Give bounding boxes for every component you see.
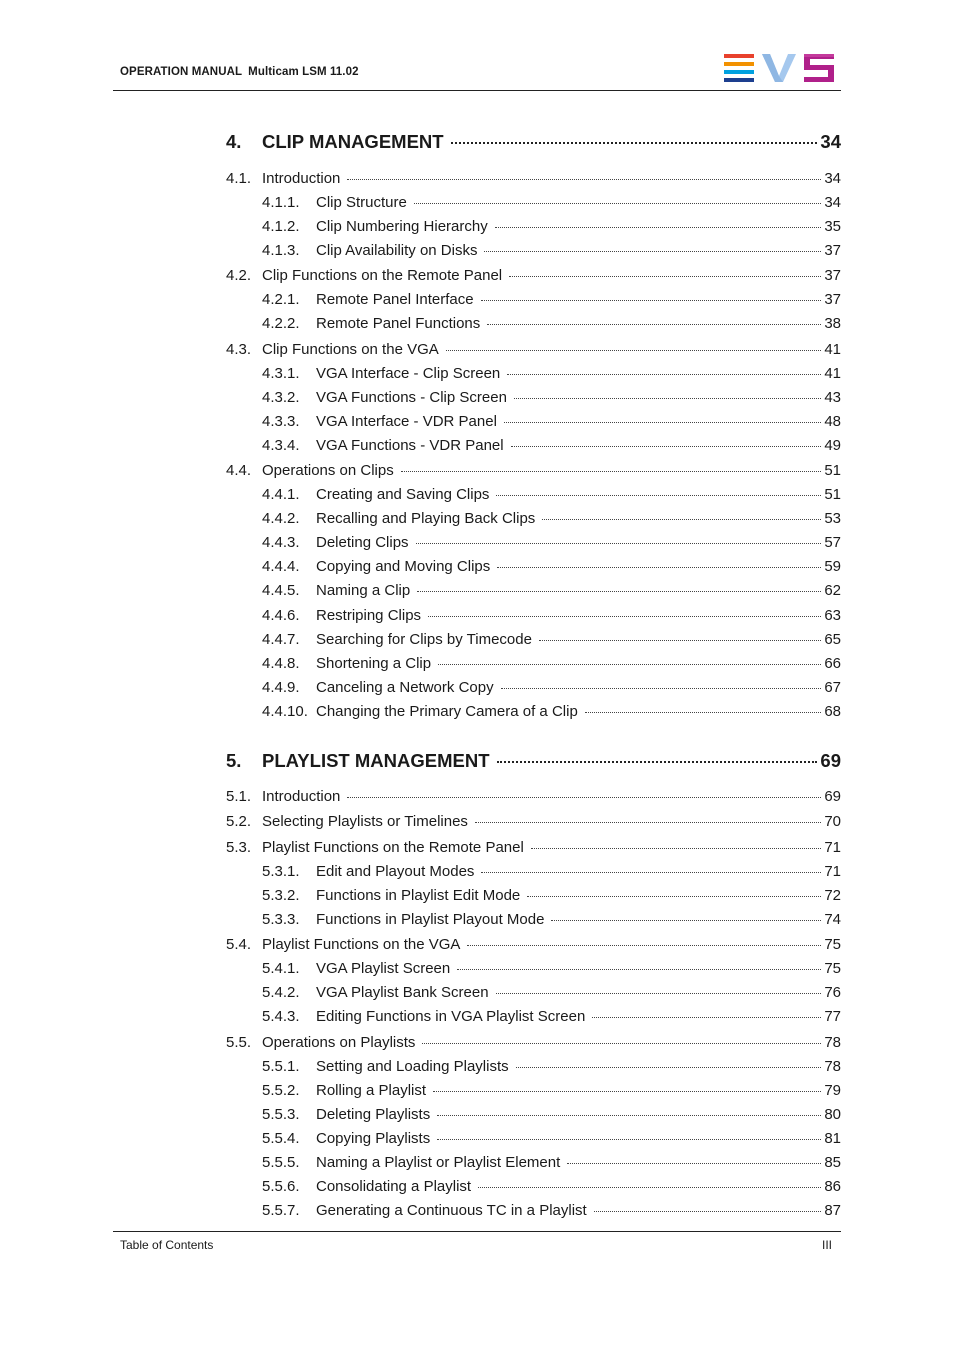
toc-number: 4.3.1. [262,365,300,382]
toc-page: 37 [824,291,841,308]
toc-number: 5.5.1. [262,1058,300,1075]
toc-section[interactable] [226,1034,841,1051]
toc-leader [496,993,822,994]
toc-number: 4.4.6. [262,607,300,624]
toc-leader [592,1017,821,1018]
toc-leader [484,251,821,252]
toc-leader [501,688,822,689]
toc-leader [347,797,821,798]
toc-title: Operations on Playlists [262,1034,416,1051]
toc-title: Introduction [262,170,341,187]
footer-page-number: III [822,1238,833,1252]
toc-number: 4.4. [226,462,252,479]
toc-page: 35 [824,218,841,235]
toc-number: 4.4.2. [262,510,300,527]
toc-section[interactable] [226,462,841,479]
toc-page: 86 [824,1178,841,1195]
toc-section[interactable] [226,267,841,284]
toc-section[interactable] [226,341,841,358]
toc-title: Deleting Playlists [316,1106,431,1123]
toc-number: 4.3.3. [262,413,300,430]
toc-page: 48 [824,413,841,430]
toc-leader [481,300,822,301]
toc-chapter[interactable] [226,131,841,153]
toc-title: Canceling a Network Copy [316,679,494,696]
toc-title: VGA Interface - Clip Screen [316,365,501,382]
toc-number: 5. [226,750,242,771]
toc-title: Clip Structure [316,194,407,211]
toc-page: 79 [824,1082,841,1099]
toc-title: Searching for Clips by Timecode [316,631,532,648]
toc-title: Functions in Playlist Playout Mode [316,911,545,928]
toc-leader [437,1115,821,1116]
toc-subsection[interactable] [262,486,841,503]
toc-page: 69 [820,750,841,771]
running-header [120,66,359,78]
toc-leader [567,1163,821,1164]
toc-section[interactable] [226,813,841,830]
toc-leader [481,872,821,873]
toc-leader [401,471,822,472]
toc-chapter[interactable] [226,750,841,772]
toc-number: 4.4.1. [262,486,300,503]
toc-leader [451,142,818,144]
toc-leader [437,1139,821,1140]
toc-subsection[interactable] [262,510,841,527]
toc-page: 49 [824,437,841,454]
doc-type: OPERATION MANUAL [120,66,243,78]
toc-title: VGA Interface - VDR Panel [316,413,497,430]
toc-page: 76 [824,984,841,1001]
toc-title: Clip Numbering Hierarchy [316,218,488,235]
toc-section[interactable] [226,788,841,805]
toc-leader [438,664,821,665]
toc-subsection[interactable] [262,1178,841,1195]
toc-subsection[interactable] [262,911,841,928]
toc-subsection[interactable] [262,960,841,977]
toc-title: Deleting Clips [316,534,409,551]
toc-leader [487,324,821,325]
toc-title: Setting and Loading Playlists [316,1058,509,1075]
toc-title: Generating a Continuous TC in a Playlist [316,1202,587,1219]
toc-leader [511,446,822,447]
toc-subsection[interactable] [262,315,841,332]
toc-page: 72 [824,887,841,904]
toc-leader [414,203,821,204]
toc-section[interactable] [226,839,841,856]
toc-number: 5.3.3. [262,911,300,928]
toc-subsection[interactable] [262,365,841,382]
toc-subsection[interactable] [262,1058,841,1075]
toc-section[interactable] [226,170,841,187]
toc-number: 5.2. [226,813,252,830]
toc-title: Clip Functions on the Remote Panel [262,267,503,284]
toc-title: Playlist Functions on the VGA [262,936,461,953]
toc-leader [551,920,821,921]
toc-page: 85 [824,1154,841,1171]
toc-page: 78 [824,1058,841,1075]
toc-leader [495,227,822,228]
toc-leader [585,712,822,713]
header-rule [113,90,841,91]
toc-leader [496,495,821,496]
toc-number: 5.3. [226,839,252,856]
toc-number: 5.3.1. [262,863,300,880]
toc-leader [416,543,822,544]
toc-page: 71 [824,863,841,880]
toc-number: 5.1. [226,788,252,805]
toc-leader [457,969,821,970]
toc-number: 4.4.4. [262,558,300,575]
toc-leader [509,276,821,277]
toc-page: 77 [824,1008,841,1025]
toc-number: 4.3.4. [262,437,300,454]
toc-page: 57 [824,534,841,551]
toc-subsection[interactable] [262,1202,841,1219]
toc-number: 5.5. [226,1034,252,1051]
toc-number: 5.4.2. [262,984,300,1001]
toc-number: 4.4.7. [262,631,300,648]
toc-page: 59 [824,558,841,575]
toc-subsection[interactable] [262,679,841,696]
toc-subsection[interactable] [262,631,841,648]
toc-leader [516,1067,822,1068]
toc-title: Editing Functions in VGA Playlist Screen [316,1008,586,1025]
toc-subsection[interactable] [262,558,841,575]
toc-leader [347,179,821,180]
toc-number: 4.4.8. [262,655,300,672]
toc-page: 81 [824,1130,841,1147]
toc-title: Clip Availability on Disks [316,242,478,259]
toc-number: 5.5.6. [262,1178,300,1195]
toc-page: 66 [824,655,841,672]
product-name: Multicam LSM 11.02 [248,66,359,78]
toc-subsection[interactable] [262,703,841,720]
toc-title: Restriping Clips [316,607,422,624]
toc-page: 74 [824,911,841,928]
toc-page: 38 [824,315,841,332]
toc-leader [446,350,822,351]
toc-title: Recalling and Playing Back Clips [316,510,536,527]
footer-section: Table of Contents [120,1238,214,1252]
toc-leader [507,374,821,375]
toc-page: 43 [824,389,841,406]
toc-leader [428,616,821,617]
toc-page: 87 [824,1202,841,1219]
toc-leader [422,1043,821,1044]
toc-page: 37 [824,267,841,284]
toc-subsection[interactable] [262,218,841,235]
toc-subsection[interactable] [262,1008,841,1025]
toc-subsection[interactable] [262,413,841,430]
toc-page: 41 [824,341,841,358]
toc-leader [539,640,821,641]
toc-leader [497,567,821,568]
toc-title: VGA Playlist Screen [316,960,451,977]
toc-number: 5.3.2. [262,887,300,904]
toc-subsection[interactable] [262,534,841,551]
toc-number: 5.5.4. [262,1130,300,1147]
toc-page: 80 [824,1106,841,1123]
toc-number: 4.1. [226,170,252,187]
toc-leader [531,848,822,849]
toc-subsection[interactable] [262,1082,841,1099]
toc-title: Clip Functions on the VGA [262,341,439,358]
toc-number: 5.5.7. [262,1202,300,1219]
toc-leader [475,822,821,823]
toc-page: 63 [824,607,841,624]
toc-leader [514,398,821,399]
toc-subsection[interactable] [262,291,841,308]
toc-title: Operations on Clips [262,462,394,479]
toc-subsection[interactable] [262,984,841,1001]
toc-number: 4.1.1. [262,194,300,211]
toc-number: 4.2. [226,267,252,284]
toc-title: VGA Playlist Bank Screen [316,984,489,1001]
toc-leader [497,761,818,763]
toc-subsection[interactable] [262,607,841,624]
toc-subsection[interactable] [262,655,841,672]
toc-subsection[interactable] [262,1154,841,1171]
toc-title: VGA Functions - Clip Screen [316,389,507,406]
toc-title: CLIP MANAGEMENT [262,131,444,152]
toc-title: Rolling a Playlist [316,1082,427,1099]
toc-title: Playlist Functions on the Remote Panel [262,839,524,856]
toc-page: 51 [824,462,841,479]
toc-title: Copying and Moving Clips [316,558,491,575]
toc-leader [417,591,821,592]
toc-number: 4.2.2. [262,315,300,332]
toc-number: 4.1.2. [262,218,300,235]
toc-leader [504,422,821,423]
toc-number: 5.5.3. [262,1106,300,1123]
toc-page: 71 [824,839,841,856]
toc-page: 53 [824,510,841,527]
toc-page: 68 [824,703,841,720]
toc-page: 67 [824,679,841,696]
toc-number: 5.4.1. [262,960,300,977]
toc-section[interactable] [226,936,841,953]
toc-title: Changing the Primary Camera of a Clip [316,703,578,720]
toc-page: 34 [820,131,841,152]
toc-title: VGA Functions - VDR Panel [316,437,504,454]
toc-title: Naming a Clip [316,582,411,599]
toc-number: 4.4.10. [262,703,308,720]
toc-number: 4.1.3. [262,242,300,259]
toc-title: PLAYLIST MANAGEMENT [262,750,490,771]
toc-leader [478,1187,821,1188]
toc-page: 70 [824,813,841,830]
toc-subsection[interactable] [262,389,841,406]
toc-page: 75 [824,960,841,977]
toc-title: Remote Panel Interface [316,291,474,308]
toc-leader [542,519,821,520]
toc-subsection[interactable] [262,242,841,259]
toc-number: 4. [226,131,242,152]
toc-title: Edit and Playout Modes [316,863,475,880]
evs-logo [724,52,836,82]
toc-number: 4.3.2. [262,389,300,406]
toc-subsection[interactable] [262,887,841,904]
toc-page: 62 [824,582,841,599]
toc-leader [467,945,821,946]
toc-title: Functions in Playlist Edit Mode [316,887,521,904]
toc-number: 5.5.5. [262,1154,300,1171]
toc-leader [527,896,821,897]
toc-page: 78 [824,1034,841,1051]
toc-title: Shortening a Clip [316,655,432,672]
toc-subsection[interactable] [262,1130,841,1147]
toc-subsection[interactable] [262,863,841,880]
toc-title: Consolidating a Playlist [316,1178,472,1195]
toc-number: 5.5.2. [262,1082,300,1099]
toc-title: Remote Panel Functions [316,315,481,332]
toc-number: 4.3. [226,341,252,358]
toc-title: Naming a Playlist or Playlist Element [316,1154,561,1171]
toc-number: 4.4.3. [262,534,300,551]
toc-subsection[interactable] [262,194,841,211]
toc-subsection[interactable] [262,582,841,599]
toc-subsection[interactable] [262,1106,841,1123]
toc-page: 37 [824,242,841,259]
toc-subsection[interactable] [262,437,841,454]
toc-page: 75 [824,936,841,953]
toc-page: 34 [824,170,841,187]
toc-number: 4.4.9. [262,679,300,696]
toc-number: 4.4.5. [262,582,300,599]
toc-page: 51 [824,486,841,503]
toc-page: 41 [824,365,841,382]
toc-title: Copying Playlists [316,1130,431,1147]
toc-page: 69 [824,788,841,805]
toc-page: 65 [824,631,841,648]
toc-title: Introduction [262,788,341,805]
toc-leader [433,1091,821,1092]
toc-number: 5.4.3. [262,1008,300,1025]
toc-page: 34 [824,194,841,211]
footer-rule [113,1231,841,1232]
toc-number: 5.4. [226,936,252,953]
toc-title: Creating and Saving Clips [316,486,490,503]
toc-number: 4.2.1. [262,291,300,308]
toc-title: Selecting Playlists or Timelines [262,813,468,830]
toc-leader [594,1211,822,1212]
